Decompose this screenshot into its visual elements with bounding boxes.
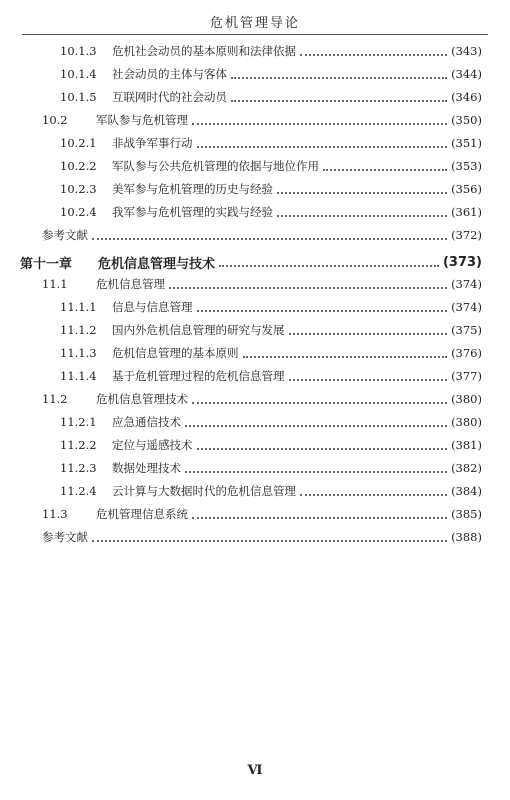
toc-entry xyxy=(0,506,482,522)
toc-entry xyxy=(0,460,482,476)
toc-entry-number: 10.1.5 xyxy=(60,90,97,104)
toc-entry xyxy=(0,437,482,453)
toc-entry-number: 10.1.3 xyxy=(60,44,97,58)
dot-leader xyxy=(289,332,448,335)
toc-entry-page: (384) xyxy=(451,484,482,498)
running-header-title: 危机管理导论 xyxy=(209,15,300,31)
toc-entry-title: 国内外危机信息管理的研究与发展 xyxy=(112,323,285,337)
toc-entry-page: (374) xyxy=(451,277,482,291)
toc-entry-title: 应急通信技术 xyxy=(112,415,181,429)
toc-entry-title: 参考文献 xyxy=(42,530,88,544)
dot-leader xyxy=(300,493,447,496)
toc-entry-number: 10.1.4 xyxy=(60,67,97,81)
toc-entry-number: 11.2.3 xyxy=(60,461,97,475)
toc-entry-page: (385) xyxy=(451,507,482,521)
toc-entry xyxy=(0,483,482,499)
toc-entry-number: 11.2.1 xyxy=(60,415,97,429)
toc-entry-page: (382) xyxy=(451,461,482,475)
dot-leader xyxy=(277,191,447,194)
toc-entry-title: 互联网时代的社会动员 xyxy=(112,90,227,104)
dot-leader xyxy=(169,286,447,289)
toc-entry-page: (350) xyxy=(451,113,482,127)
toc-entry-title: 基于危机管理过程的危机信息管理 xyxy=(112,369,285,383)
toc-entry-number: 10.2.1 xyxy=(60,136,97,150)
toc-entry-page: (361) xyxy=(451,205,482,219)
toc-entry-page: (346) xyxy=(451,90,482,104)
dot-leader xyxy=(185,424,447,427)
toc-entry-page: (375) xyxy=(451,323,482,337)
toc-entry-page: (343) xyxy=(451,44,482,58)
toc-entry xyxy=(0,322,482,338)
toc-entry-page: (344) xyxy=(451,67,482,81)
toc-entry xyxy=(0,299,482,315)
dot-leader xyxy=(197,447,448,450)
toc-entry-page: (377) xyxy=(451,369,482,383)
toc-entry-page: (388) xyxy=(451,530,482,544)
dot-leader xyxy=(277,214,447,217)
dot-leader xyxy=(92,539,447,542)
toc-entry-title: 危机社会动员的基本原则和法律依据 xyxy=(112,44,296,58)
toc-entry xyxy=(0,368,482,384)
dot-leader xyxy=(197,309,448,312)
toc-entry xyxy=(0,89,482,105)
toc-entry xyxy=(0,529,482,545)
toc-entry-page: (374) xyxy=(451,300,482,314)
dot-leader xyxy=(323,168,447,171)
toc-entry-title: 定位与遥感技术 xyxy=(112,438,193,452)
toc-entry-title: 美军参与危机管理的历史与经验 xyxy=(112,182,273,196)
page-number: Ⅵ xyxy=(247,763,263,778)
dot-leader xyxy=(192,122,447,125)
toc-entry xyxy=(0,43,482,59)
toc-entry-number: 11.1.4 xyxy=(60,369,97,383)
toc-entry-number: 11.2 xyxy=(42,392,68,406)
toc-entry-number: 11.1.3 xyxy=(60,346,97,360)
dot-leader xyxy=(192,516,447,519)
toc-entry-title: 参考文献 xyxy=(42,228,88,242)
toc-entry xyxy=(0,112,482,128)
toc-entry-title: 云计算与大数据时代的危机信息管理 xyxy=(112,484,296,498)
toc-entry xyxy=(0,204,482,220)
toc-entry-number: 10.2.3 xyxy=(60,182,97,196)
running-header xyxy=(22,8,488,35)
toc-chapter-entry xyxy=(0,253,482,272)
toc-entry-number: 10.2.2 xyxy=(60,159,97,173)
toc-entry-title: 危机信息管理的基本原则 xyxy=(112,346,239,360)
toc-entry-title: 危机信息管理技术 xyxy=(96,392,188,406)
toc-entry-number: 11.3 xyxy=(42,507,68,521)
toc-entry-number: 第十一章 xyxy=(20,257,73,272)
toc-entry xyxy=(0,391,482,407)
toc-entry-page: (373) xyxy=(442,255,482,270)
toc-entry-page: (356) xyxy=(451,182,482,196)
toc-entry-number: 11.2.2 xyxy=(60,438,97,452)
toc-entry-page: (376) xyxy=(451,346,482,360)
toc-entry-title: 军队参与公共危机管理的依据与地位作用 xyxy=(112,159,319,173)
dot-leader xyxy=(219,264,439,267)
toc-entry-title: 危机信息管理 xyxy=(96,277,165,291)
toc-entry-title: 非战争军事行动 xyxy=(112,136,193,150)
toc-entry-number: 10.2 xyxy=(42,113,68,127)
toc-entry xyxy=(0,66,482,82)
dot-leader xyxy=(243,355,448,358)
dot-leader xyxy=(300,53,447,56)
toc-entry xyxy=(0,158,482,174)
toc-entry xyxy=(0,135,482,151)
dot-leader xyxy=(192,401,447,404)
toc-entry-title: 数据处理技术 xyxy=(112,461,181,475)
dot-leader xyxy=(197,145,448,148)
dot-leader xyxy=(185,470,447,473)
toc-entry-page: (353) xyxy=(451,159,482,173)
toc-entry-number: 11.2.4 xyxy=(60,484,97,498)
dot-leader xyxy=(231,76,447,79)
toc-entry-title: 军队参与危机管理 xyxy=(96,113,188,127)
toc-entry xyxy=(0,227,482,243)
toc-entry xyxy=(0,181,482,197)
toc-entry xyxy=(0,276,482,292)
toc-entry-page: (380) xyxy=(451,392,482,406)
toc-entry-title: 危机管理信息系统 xyxy=(96,507,188,521)
toc-entry-page: (372) xyxy=(451,228,482,242)
toc-entry-title: 信息与信息管理 xyxy=(112,300,193,314)
toc-entry-number: 11.1 xyxy=(42,277,68,291)
dot-leader xyxy=(289,378,448,381)
toc-entry-page: (351) xyxy=(451,136,482,150)
toc-entry-page: (380) xyxy=(451,415,482,429)
toc-entry-number: 11.1.1 xyxy=(60,300,97,314)
dot-leader xyxy=(231,99,447,102)
toc-entry-number: 11.1.2 xyxy=(60,323,97,337)
toc-entry xyxy=(0,345,482,361)
toc-entry-title: 危机信息管理与技术 xyxy=(98,257,216,272)
toc-entry-title: 社会动员的主体与客体 xyxy=(112,67,227,81)
toc-entry-title: 我军参与危机管理的实践与经验 xyxy=(112,205,273,219)
dot-leader xyxy=(92,237,447,240)
toc-entry-number: 10.2.4 xyxy=(60,205,97,219)
toc-entry xyxy=(0,414,482,430)
toc-entry-page: (381) xyxy=(451,438,482,452)
